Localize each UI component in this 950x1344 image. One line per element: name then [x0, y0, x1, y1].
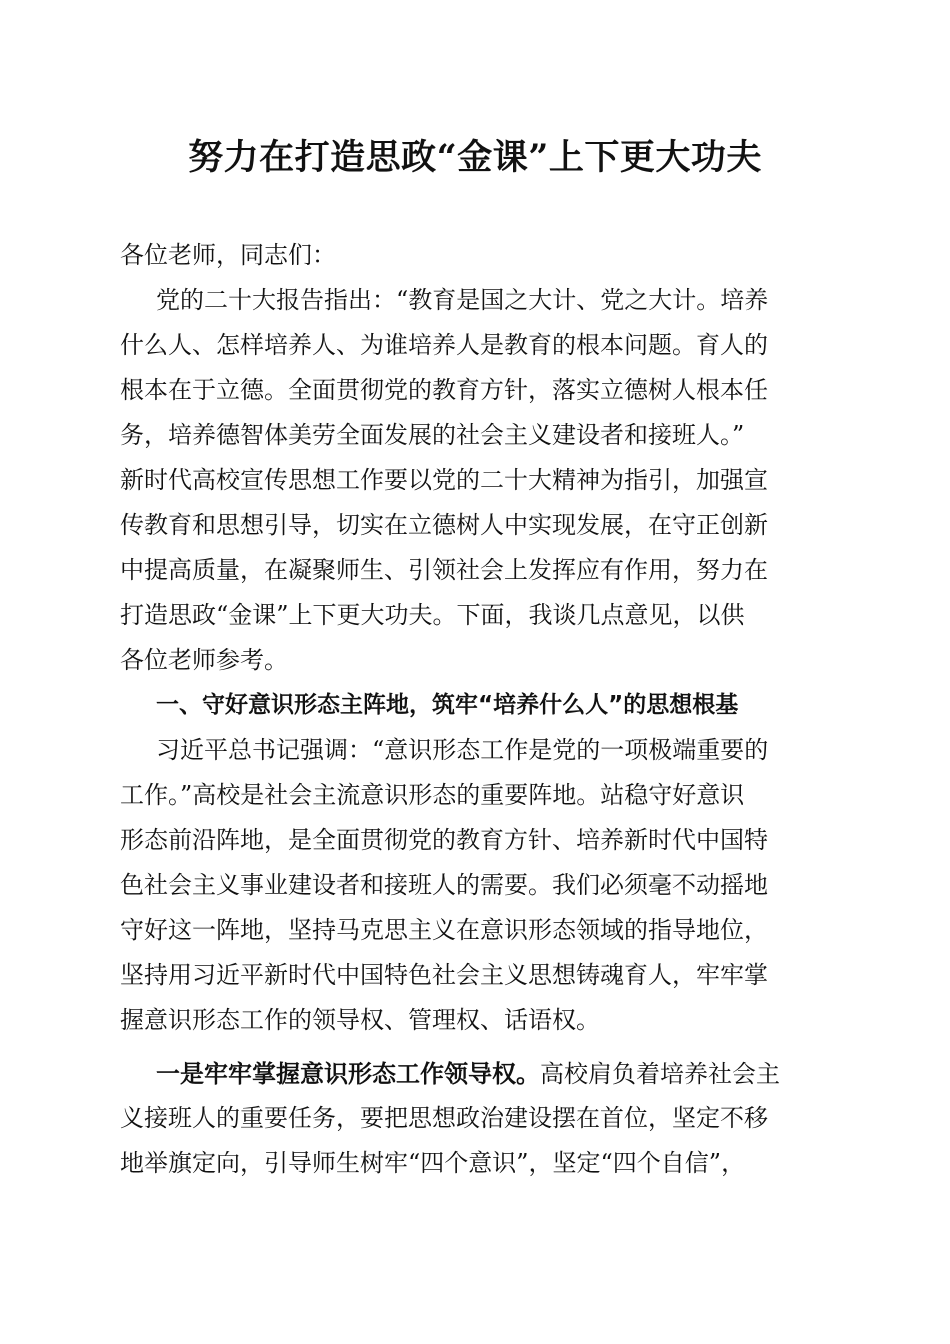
paragraph-line: 新时代高校宣传思想工作要以党的二十大精神为指引，加强宣 [120, 466, 768, 494]
paragraph-line: 色社会主义事业建设者和接班人的需要。我们必须毫不动摇地 [120, 871, 768, 899]
paragraph-lead-rest: 高校肩负着培养社会主 [540, 1060, 780, 1088]
paragraph-line: 习近平总书记强调：“意识形态工作是党的一项极端重要的 [156, 736, 769, 764]
paragraph-line: 传教育和思想引导，切实在立德树人中实现发展，在守正创新 [120, 511, 768, 539]
paragraph-line: 各位老师参考。 [120, 646, 288, 674]
paragraph-line: 地举旗定向，引导师生树牢“四个意识”，坚定“四个自信”， [120, 1149, 746, 1177]
paragraph-line: 义接班人的重要任务，要把思想政治建设摆在首位，坚定不移 [120, 1104, 768, 1132]
document-body [120, 233, 824, 1186]
paragraph-line: 工作。”高校是社会主流意识形态的重要阵地。站稳守好意识 [120, 781, 745, 809]
paragraph-intro [120, 278, 824, 683]
paragraph-spacer [120, 1043, 824, 1051]
paragraph-line: 形态前沿阵地，是全面贯彻党的教育方针、培养新时代中国特 [120, 826, 768, 854]
paragraph-ideology [120, 728, 824, 1043]
section-heading: 一、守好意识形态主阵地，筑牢“培养什么人”的思想根基 [156, 692, 739, 718]
paragraph-line [120, 1051, 824, 1096]
paragraph-lead-bold: 一是牢牢掌握意识形态工作领导权。 [156, 1059, 540, 1088]
paragraph-line: 坚持用习近平新时代中国特色社会主义思想铸魂育人，牢牢掌 [120, 961, 768, 989]
paragraph-line: 根本在于立德。全面贯彻党的教育方针，落实立德树人根本任 [120, 376, 768, 404]
paragraph-line: 打造思政“金课”上下更大功夫。下面，我谈几点意见，以供 [120, 601, 745, 629]
paragraph-line: 握意识形态工作的领导权、管理权、话语权。 [120, 1006, 600, 1034]
paragraph-line: 务，培养德智体美劳全面发展的社会主义建设者和接班人。” [120, 421, 745, 449]
paragraph-line: 党的二十大报告指出：“教育是国之大计、党之大计。培养 [156, 286, 769, 314]
paragraph-leadership [120, 1051, 824, 1186]
paragraph-line: 守好这一阵地，坚持马克思主义在意识形态领域的指导地位， [120, 916, 768, 944]
document-title: 努力在打造思政“金课”上下更大功夫 [188, 137, 762, 178]
paragraph-line: 什么人、怎样培养人、为谁培养人是教育的根本问题。育人的 [120, 331, 768, 359]
greeting: 各位老师，同志们： [120, 241, 336, 269]
paragraph-line: 中提高质量，在凝聚师生、引领社会上发挥应有作用，努力在 [120, 556, 768, 584]
